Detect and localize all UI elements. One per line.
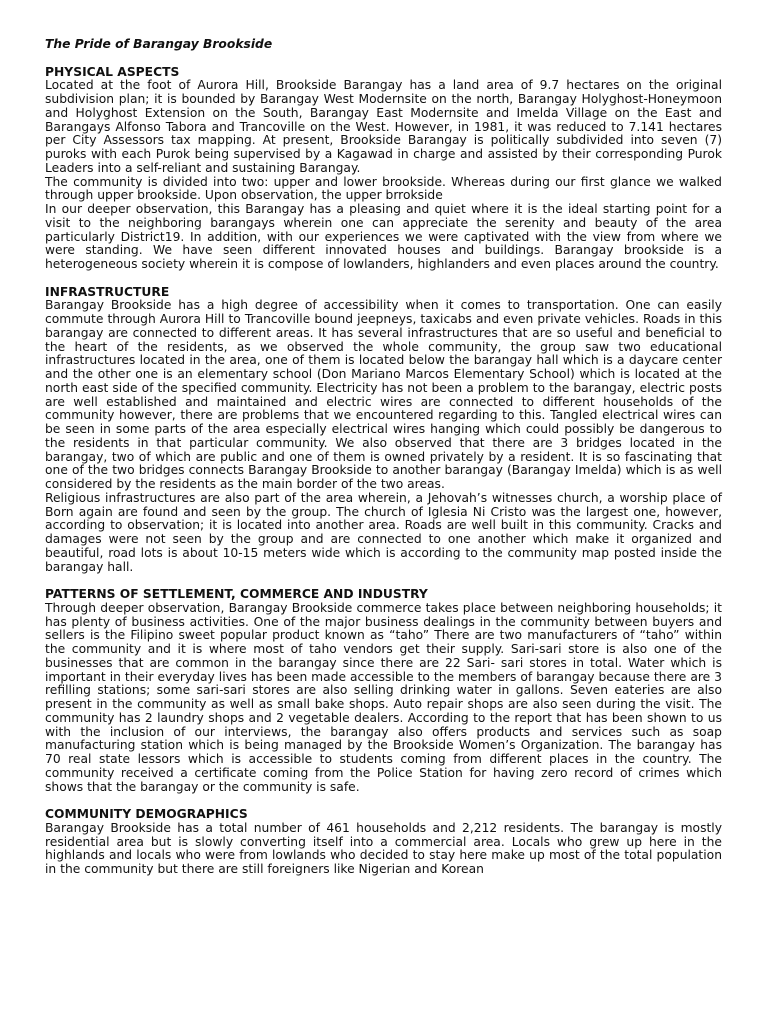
paragraph: Barangay Brookside has a total number of 461 households and 2,212 residents. The barangay is mostly residential area but is slowly converting itself into a commercial area. Locals who grew up here in the highlands and locals who were from lowlands who decided to stay here make up most of the total population in the community but there are still foreigners like Nigerian and Korean [45,820,722,876]
section-heading: PATTERNS OF SETTLEMENT, COMMERCE AND INDUSTRY [45,587,428,601]
section-heading: PHYSICAL ASPECTS [45,64,180,79]
paragraph: Barangay Brookside has a high degree of accessibility when it comes to transportation. One can easily commute through Aurora Hill to Trancoville bound jeepneys, taxicabs and even private vehicles. Roads in this barangay are connected to different areas. It has several infrastructures that are so useful and beneficial to the heart of the residents, as we observed the whole community, the group saw two educational infrastructures located in the area, one of them is located below the barangay hall which is a daycare center and the other one is an elementary school (Don Mariano Marcos Elementary School) which is located at the north east side of the specified community. Electricity has not been a problem to the barangay, electric posts are well established and maintained and electric wires are connected to different households of the community however, there are problems that we encountered regarding to this. Tangled electrical wires can be seen in some parts of the area especially electrical wires hanging which could possibly be dangerous to the residents in that particular community. We also observed that there are 3 bridges located in the barangay, two of which are public and one of them is owned privately by a resident. It is so fascinating that one of the two bridges connects Barangay Brookside to another barangay (Barangay Imelda) which is as well considered by the residents as the main border of the two areas. [45,298,722,491]
paragraph: Religious infrastructures are also part of the area wherein, a Jehovah’s witnesses church, a worship place of Born again are found and seen by the group. The church of Iglesia Ni Cristo was the largest one, however, according to observation; it is located into another area. Roads are well built in this community. Cracks and damages were not seen by the group and are connected to one another which make it organized and beautiful, road lots is about 10-15 meters wide which is according to the community map posted inside the barangay hall. [45,490,722,574]
paragraph: The community is divided into two: upper and lower brookside. Whereas during our first glance we walked through upper brookside. Upon observation, the upper brrokside [45,174,722,203]
section-physical-aspects [45,66,722,272]
paragraph: In our deeper observation, this Barangay has a pleasing and quiet where it is the ideal starting point for a visit to the neighboring barangays wherein one can appreciate the serenity and beauty of the area particularly District19. In addition, with our experiences we were captivated with the view from where we were standing. We have seen different innovated houses and buildings. Barangay brookside is a heterogeneous society wherein it is compose of lowlanders, highlanders and even places around the country. [45,202,722,271]
section-heading: INFRASTRUCTURE [45,284,170,299]
document-title: The Pride of Barangay Brookside [45,37,273,51]
paragraph: Located at the foot of Aurora Hill, Brookside Barangay has a land area of 9.7 hectares on the original subdivision plan; it is bounded by Barangay West Modernsite on the north, Barangay Holyghost-Honeymoon and Holyghost Extension on the South, Barangay East Modernsite and Imelda Village on the East and Barangays Alfonso Tabora and Trancoville on the West. However, in 1981, it was reduced to 7.141 hectares per City Assessors tax mapping. At present, Brookside Barangay is politically subdivided into seven (7) puroks with each Purok being supervised by a Kagawad in charge and assisted by their corresponding Purok Leaders into a self-reliant and sustaining Barangay. [45,78,722,175]
section-community-demographics [45,808,722,877]
section-settlement-commerce-industry [45,588,722,794]
document-page [45,38,722,877]
paragraph: Through deeper observation, Barangay Brookside commerce takes place between neighboring households; it has plenty of business activities. One of the major business dealings in the community between buyers and sellers is the Filipino sweet popular product known as “taho” There are two manufacturers of “taho” within the community and it is where most of taho vendors get their supply. Sari-sari store is also one of the businesses that are common in the barangay since there are 22 Sari- sari stores in total. Water which is important in their everyday lives has been made accessible to the members of barangay because there are 3 refilling stations; some sari-sari stores are also selling drinking water in gallons. Seven eateries are also present in the community as well as small bake shops. Auto repair shops are also seen during the visit. The community has 2 laundry shops and 2 vegetable dealers. According to the report that has been shown to us with the inclusion of our interviews, the barangay also offers products and services such as soap manufacturing station which is being managed by the Brookside Women’s Organization. The barangay has 70 real state lessors which is accessible to students coming from different places in the country. The community received a certificate coming from the Police Station for having zero record of crimes which shows that the barangay or the community is safe. [45,600,722,794]
section-heading: COMMUNITY DEMOGRAPHICS [45,807,248,821]
section-infrastructure [45,286,722,575]
